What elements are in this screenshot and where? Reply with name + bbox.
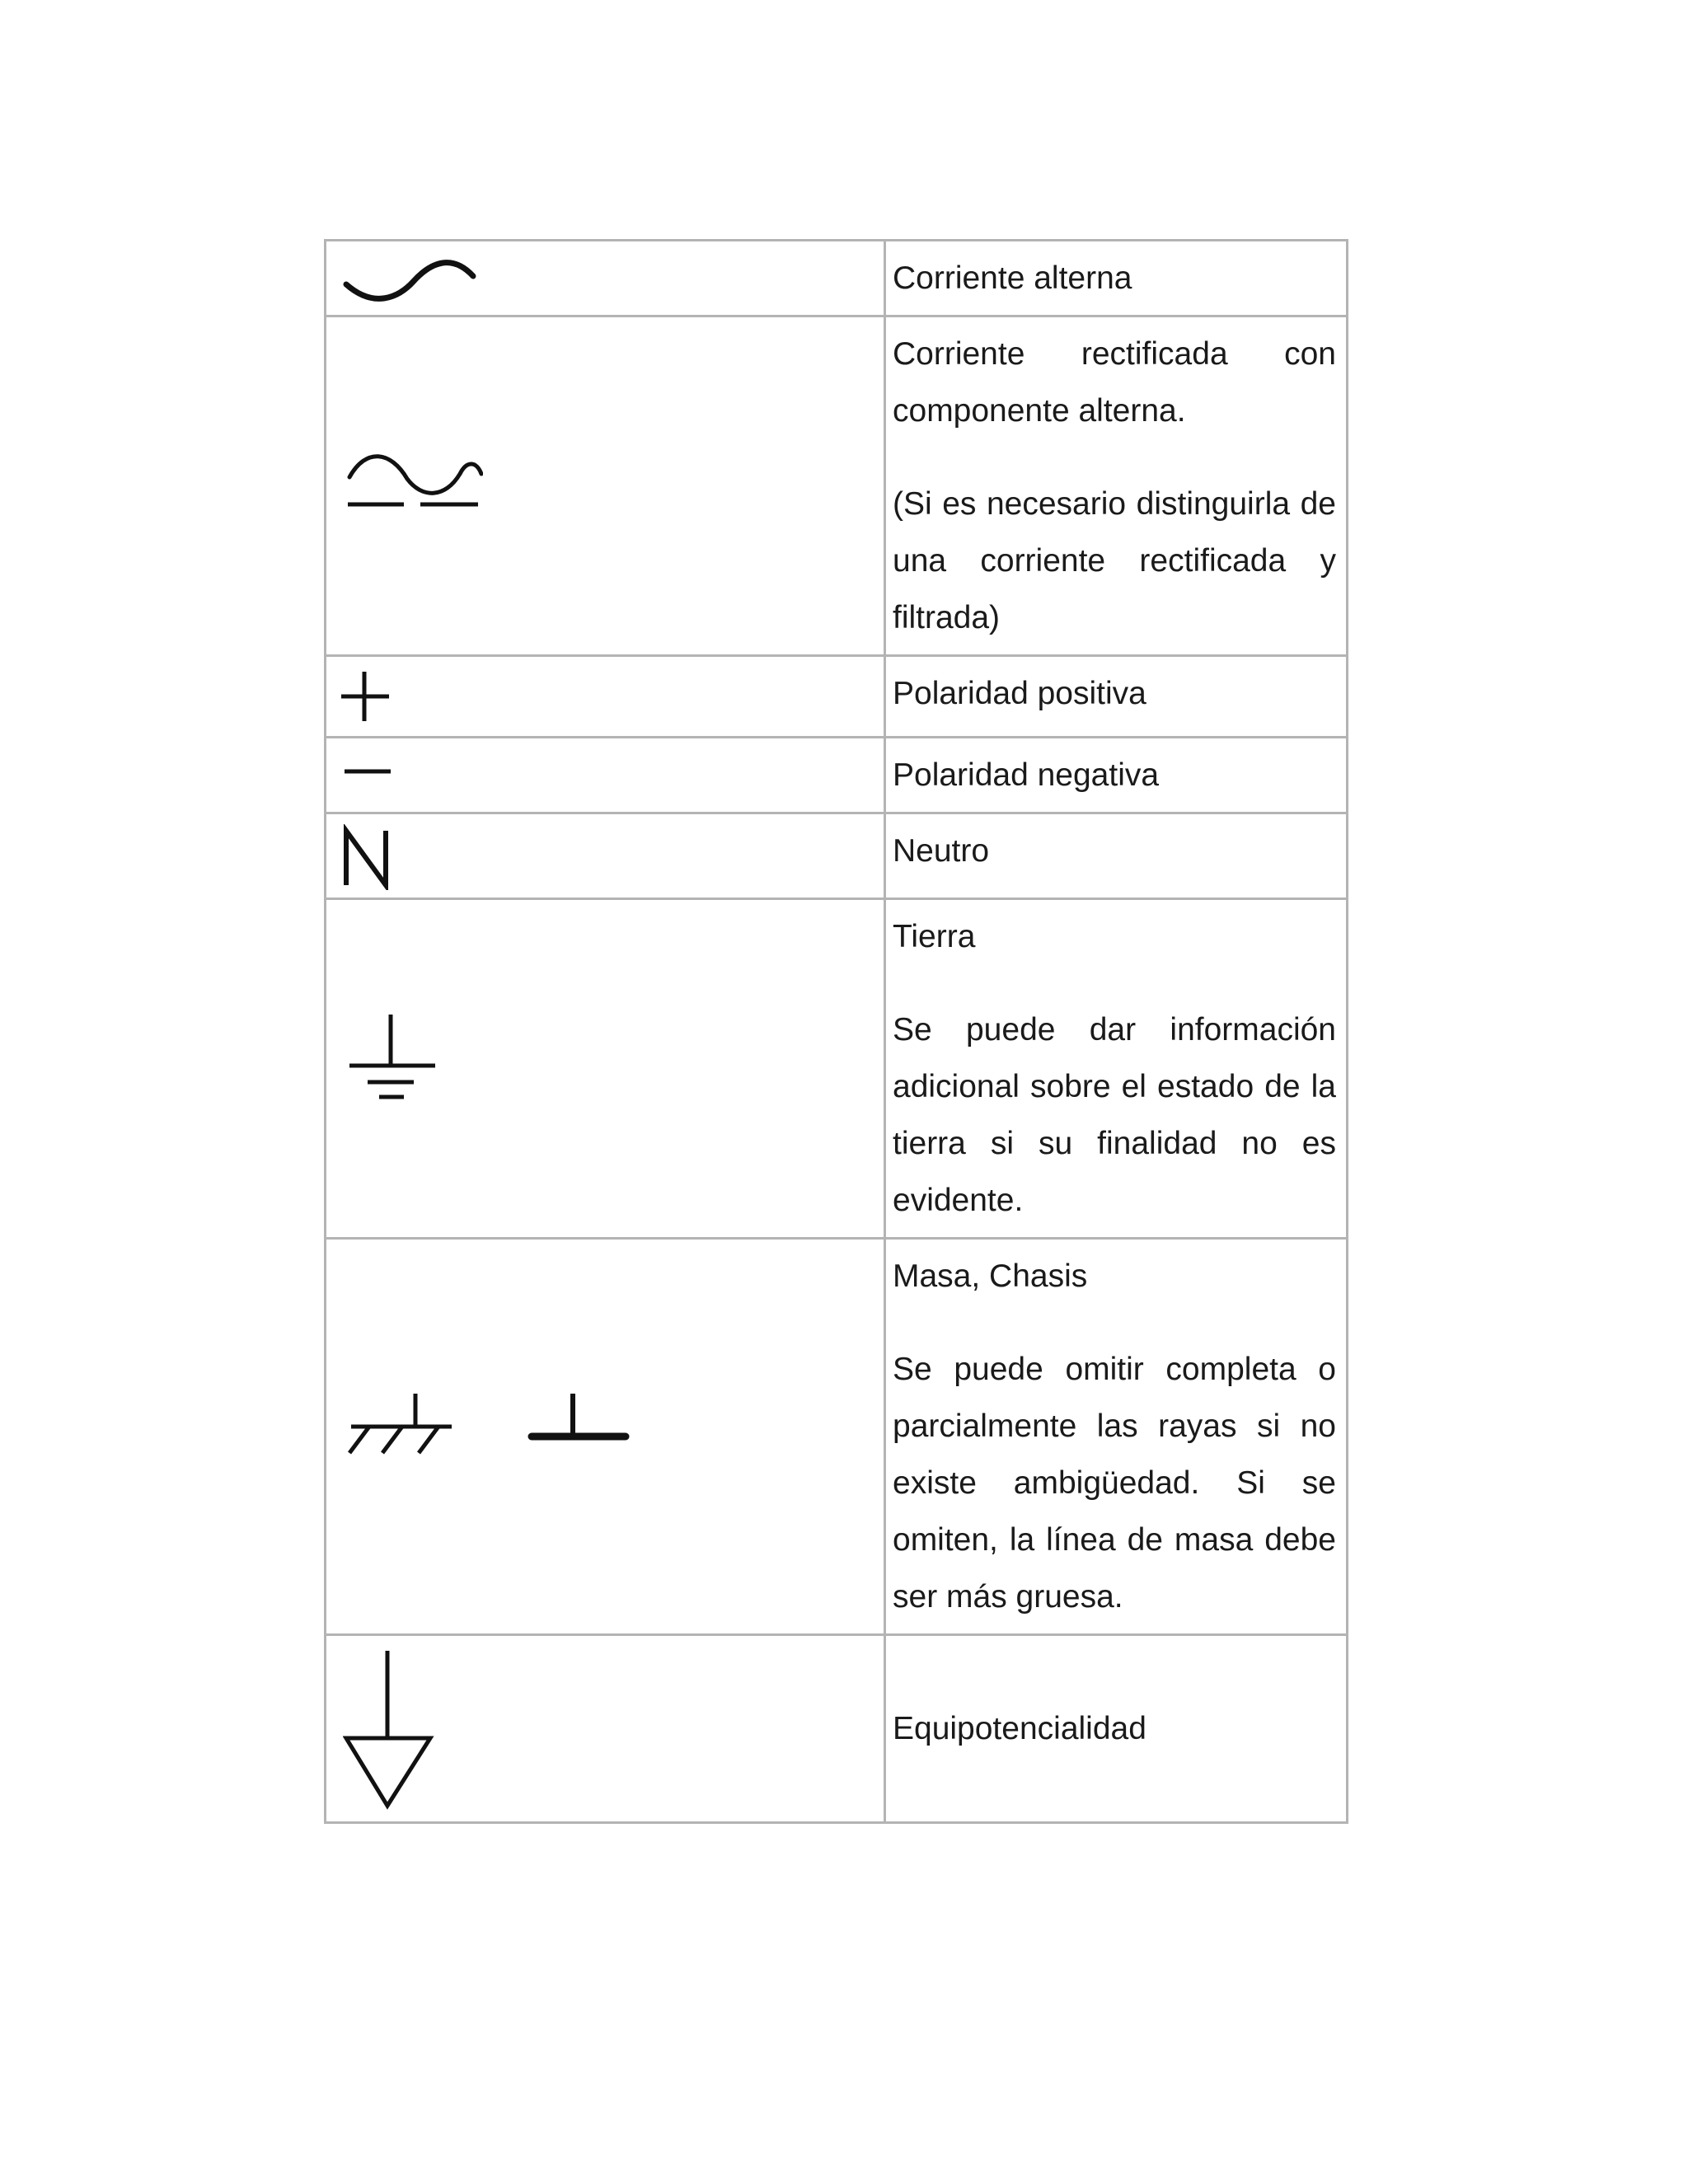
symbol-cell <box>326 1635 885 1823</box>
symbol-cell <box>326 899 885 1239</box>
symbol-cell <box>326 738 885 813</box>
row-title: Polaridad positiva <box>893 676 1146 711</box>
description-cell <box>885 241 1348 316</box>
symbols-table <box>324 239 1348 1824</box>
table-row <box>326 1635 1348 1823</box>
row-title: Neutro <box>893 833 990 869</box>
symbol-cell <box>326 241 885 316</box>
row-title: Corriente rectificada con componente alterna. <box>893 336 1336 429</box>
row-title: Masa, Chasis <box>893 1258 1088 1294</box>
minus-icon <box>343 755 401 788</box>
neutral-n-icon <box>341 824 407 890</box>
row-note: (Si es necesario distinguirla de una corriente rectificada y filtrada) <box>893 486 1336 635</box>
row-title: Polaridad negativa <box>893 757 1160 793</box>
description-cell <box>885 899 1348 1239</box>
row-note: Se puede omitir completa o parcialmente las rayas si no existe ambigüedad. Si se omiten, la línea de masa debe ser más gruesa. <box>893 1352 1336 1615</box>
symbol-cell <box>326 813 885 899</box>
description-cell <box>885 1239 1348 1635</box>
table-row <box>326 1239 1348 1635</box>
row-title: Tierra <box>893 919 976 954</box>
row-title: Corriente alterna <box>893 260 1132 296</box>
rectified-current-icon <box>343 449 483 523</box>
table-row <box>326 241 1348 316</box>
table-row <box>326 316 1348 656</box>
table-row <box>326 738 1348 813</box>
symbol-cell <box>326 1239 885 1635</box>
chassis-ground-icon <box>345 1392 460 1474</box>
thick-chassis-ground-icon <box>527 1390 634 1456</box>
symbol-cell <box>326 656 885 738</box>
description-cell <box>885 656 1348 738</box>
description-cell <box>885 813 1348 899</box>
alternating-current-icon <box>341 248 481 306</box>
earth-ground-icon <box>345 1011 443 1127</box>
row-note: Se puede dar información adicional sobre el estado de la tierra si su finalidad no es evidente. <box>893 1012 1336 1218</box>
table-row <box>326 813 1348 899</box>
description-cell <box>885 1635 1348 1823</box>
equipotential-icon <box>343 1647 442 1812</box>
table-row <box>326 656 1348 738</box>
table-row <box>326 899 1348 1239</box>
symbol-cell <box>326 316 885 656</box>
plus-icon <box>340 668 397 726</box>
description-cell <box>885 316 1348 656</box>
description-cell <box>885 738 1348 813</box>
row-title: Equipotencialidad <box>893 1711 1146 1746</box>
